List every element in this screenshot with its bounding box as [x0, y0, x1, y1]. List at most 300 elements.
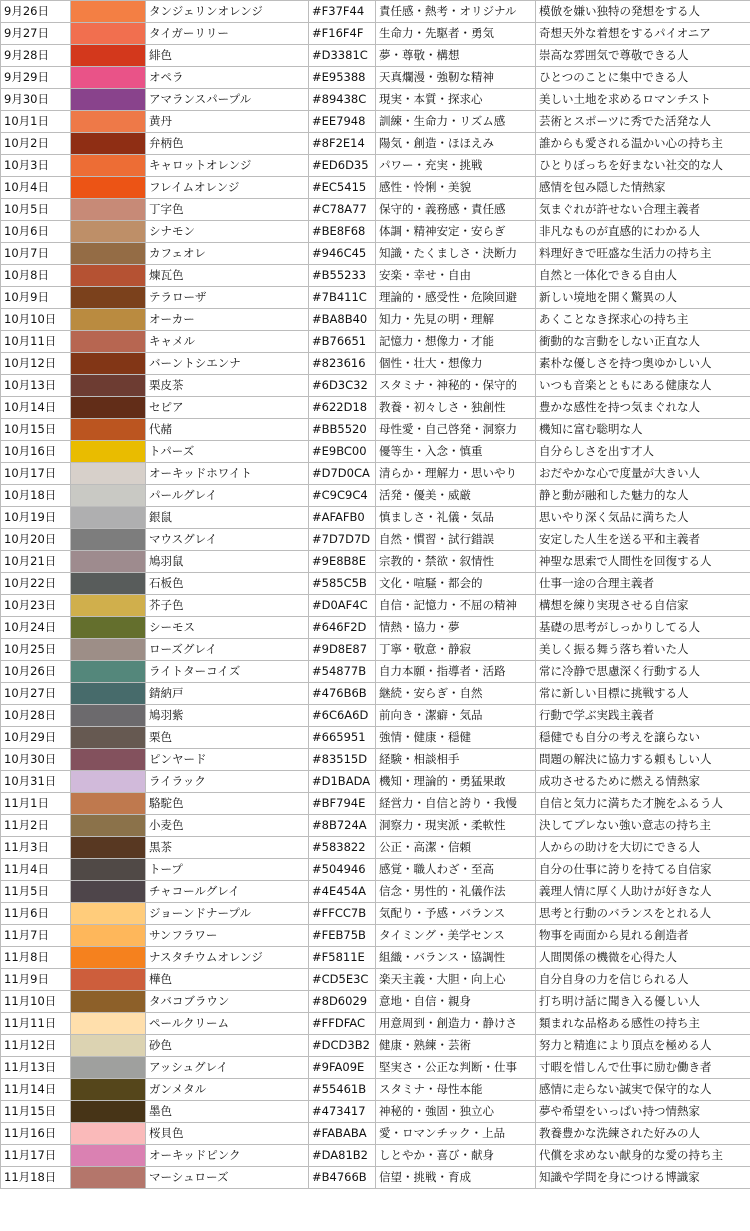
table-row: [1, 221, 750, 243]
keywords-cell: 理論的・感受性・危険回避: [376, 287, 536, 309]
description-cell: 非凡なものが直感的にわかる人: [536, 221, 750, 243]
description-cell: 誰からも愛される温かい心の持ち主: [536, 133, 750, 155]
color-name-cell: ジョーンドナープル: [146, 903, 309, 925]
table-row: [1, 881, 750, 903]
date-cell: 11月9日: [1, 969, 71, 991]
color-name-cell: 芥子色: [146, 595, 309, 617]
keywords-cell: 愛・ロマンチック・上品: [376, 1123, 536, 1145]
color-swatch: [71, 529, 146, 551]
color-name-cell: 銀鼠: [146, 507, 309, 529]
hex-code-cell: #504946: [309, 859, 376, 881]
keywords-cell: 前向き・潔癖・気品: [376, 705, 536, 727]
keywords-cell: 夢・尊敬・構想: [376, 45, 536, 67]
table-row: [1, 1057, 750, 1079]
color-swatch: [71, 375, 146, 397]
color-swatch: [71, 89, 146, 111]
color-name-cell: ガンメタル: [146, 1079, 309, 1101]
hex-code-cell: #B4766B: [309, 1167, 376, 1189]
date-cell: 11月2日: [1, 815, 71, 837]
description-cell: 神聖な思索で人間性を回復する人: [536, 551, 750, 573]
hex-code-cell: #476B6B: [309, 683, 376, 705]
color-swatch: [71, 683, 146, 705]
color-name-cell: 小麦色: [146, 815, 309, 837]
hex-code-cell: #BA8B40: [309, 309, 376, 331]
keywords-cell: 堅実さ・公正な判断・仕事: [376, 1057, 536, 1079]
color-swatch: [71, 551, 146, 573]
date-cell: 9月28日: [1, 45, 71, 67]
description-cell: 常に冷静で思慮深く行動する人: [536, 661, 750, 683]
keywords-cell: 洞察力・現実派・柔軟性: [376, 815, 536, 837]
color-name-cell: バーントシエンナ: [146, 353, 309, 375]
hex-code-cell: #89438C: [309, 89, 376, 111]
color-swatch: [71, 771, 146, 793]
hex-code-cell: #7B411C: [309, 287, 376, 309]
color-swatch: [71, 705, 146, 727]
keywords-cell: 感覚・職人わざ・至高: [376, 859, 536, 881]
date-cell: 11月3日: [1, 837, 71, 859]
color-name-cell: オーキッドホワイト: [146, 463, 309, 485]
color-name-cell: タイガーリリー: [146, 23, 309, 45]
keywords-cell: 感性・怜悧・美貌: [376, 177, 536, 199]
date-cell: 11月8日: [1, 947, 71, 969]
color-name-cell: ライトターコイズ: [146, 661, 309, 683]
description-cell: 機知に富む聡明な人: [536, 419, 750, 441]
table-row: [1, 265, 750, 287]
color-swatch: [71, 881, 146, 903]
color-name-cell: フレイムオレンジ: [146, 177, 309, 199]
color-name-cell: シナモン: [146, 221, 309, 243]
table-row: [1, 1, 750, 23]
description-cell: 寸暇を惜しんで仕事に励む働き者: [536, 1057, 750, 1079]
date-cell: 10月22日: [1, 573, 71, 595]
table-row: [1, 661, 750, 683]
description-cell: 人からの助けを大切にできる人: [536, 837, 750, 859]
description-cell: 行動で学ぶ実践主義者: [536, 705, 750, 727]
description-cell: 思いやり深く気品に満ちた人: [536, 507, 750, 529]
date-cell: 11月12日: [1, 1035, 71, 1057]
table-row: [1, 67, 750, 89]
date-cell: 11月10日: [1, 991, 71, 1013]
hex-code-cell: #E95388: [309, 67, 376, 89]
table-row: [1, 859, 750, 881]
hex-code-cell: #FFDFAC: [309, 1013, 376, 1035]
table-row: [1, 133, 750, 155]
color-swatch: [71, 1101, 146, 1123]
hex-code-cell: #BF794E: [309, 793, 376, 815]
color-name-cell: オペラ: [146, 67, 309, 89]
color-swatch: [71, 265, 146, 287]
description-cell: 芸術とスポーツに秀でた活発な人: [536, 111, 750, 133]
keywords-cell: 優等生・入念・慎重: [376, 441, 536, 463]
keywords-cell: スタミナ・母性本能: [376, 1079, 536, 1101]
color-name-cell: テラローザ: [146, 287, 309, 309]
description-cell: 感情を包み隠した情熱家: [536, 177, 750, 199]
hex-code-cell: #665951: [309, 727, 376, 749]
table-row: [1, 705, 750, 727]
description-cell: 自信と気力に満ちた才腕をふるう人: [536, 793, 750, 815]
table-row: [1, 485, 750, 507]
color-swatch: [71, 573, 146, 595]
description-cell: おだやかな心で度量が大きい人: [536, 463, 750, 485]
description-cell: 物事を両面から見れる創造者: [536, 925, 750, 947]
table-row: [1, 243, 750, 265]
date-cell: 10月21日: [1, 551, 71, 573]
date-cell: 10月4日: [1, 177, 71, 199]
table-row: [1, 727, 750, 749]
color-name-cell: サンフラワー: [146, 925, 309, 947]
description-cell: 自分の仕事に誇りを持てる自信家: [536, 859, 750, 881]
color-swatch: [71, 287, 146, 309]
hex-code-cell: #8F2E14: [309, 133, 376, 155]
color-name-cell: 鳩羽鼠: [146, 551, 309, 573]
description-cell: 感情に走らない誠実で保守的な人: [536, 1079, 750, 1101]
keywords-cell: 活発・優美・威厳: [376, 485, 536, 507]
color-name-cell: オーカー: [146, 309, 309, 331]
table-row: [1, 639, 750, 661]
hex-code-cell: #622D18: [309, 397, 376, 419]
table-row: [1, 23, 750, 45]
table-row: [1, 1079, 750, 1101]
color-swatch: [71, 815, 146, 837]
color-swatch: [71, 243, 146, 265]
description-cell: ひとつのことに集中できる人: [536, 67, 750, 89]
date-cell: 11月13日: [1, 1057, 71, 1079]
color-name-cell: タバコブラウン: [146, 991, 309, 1013]
hex-code-cell: #6C6A6D: [309, 705, 376, 727]
date-cell: 10月20日: [1, 529, 71, 551]
color-name-cell: 桜貝色: [146, 1123, 309, 1145]
keywords-cell: 自然・慣習・試行錯誤: [376, 529, 536, 551]
color-swatch: [71, 331, 146, 353]
color-name-cell: 錆納戸: [146, 683, 309, 705]
date-cell: 11月5日: [1, 881, 71, 903]
keywords-cell: 記憶力・想像力・才能: [376, 331, 536, 353]
date-cell: 10月25日: [1, 639, 71, 661]
hex-code-cell: #DCD3B2: [309, 1035, 376, 1057]
date-cell: 10月12日: [1, 353, 71, 375]
table-row: [1, 331, 750, 353]
keywords-cell: 経験・相談相手: [376, 749, 536, 771]
hex-code-cell: #8D6029: [309, 991, 376, 1013]
date-cell: 11月1日: [1, 793, 71, 815]
description-cell: 夢や希望をいっぱい持つ情熱家: [536, 1101, 750, 1123]
hex-code-cell: #B76651: [309, 331, 376, 353]
color-name-cell: チャコールグレイ: [146, 881, 309, 903]
date-cell: 10月14日: [1, 397, 71, 419]
hex-code-cell: #C78A77: [309, 199, 376, 221]
table-row: [1, 441, 750, 463]
hex-code-cell: #55461B: [309, 1079, 376, 1101]
date-cell: 11月16日: [1, 1123, 71, 1145]
date-cell: 9月30日: [1, 89, 71, 111]
color-name-cell: 煉瓦色: [146, 265, 309, 287]
hex-code-cell: #4E454A: [309, 881, 376, 903]
description-cell: 知識や学問を身につける博識家: [536, 1167, 750, 1189]
keywords-cell: 清らか・理解力・思いやり: [376, 463, 536, 485]
date-cell: 11月11日: [1, 1013, 71, 1035]
table-row: [1, 111, 750, 133]
color-swatch: [71, 1013, 146, 1035]
table-row: [1, 573, 750, 595]
keywords-cell: 意地・自信・親身: [376, 991, 536, 1013]
description-cell: 打ち明け話に聞き入る優しい人: [536, 991, 750, 1013]
color-name-cell: 栗皮茶: [146, 375, 309, 397]
table-row: [1, 595, 750, 617]
table-row: [1, 903, 750, 925]
description-cell: 自分らしさを出す才人: [536, 441, 750, 463]
color-swatch: [71, 793, 146, 815]
color-swatch: [71, 441, 146, 463]
description-cell: 模倣を嫌い独特の発想をする人: [536, 1, 750, 23]
hex-code-cell: #583822: [309, 837, 376, 859]
date-cell: 9月26日: [1, 1, 71, 23]
keywords-cell: 天真爛漫・強靭な精神: [376, 67, 536, 89]
keywords-cell: 組織・バランス・協調性: [376, 947, 536, 969]
keywords-cell: 個性・壮大・想像力: [376, 353, 536, 375]
hex-code-cell: #FEB75B: [309, 925, 376, 947]
keywords-cell: 母性愛・自己啓発・洞察力: [376, 419, 536, 441]
description-cell: 常に新しい目標に挑戦する人: [536, 683, 750, 705]
color-name-cell: タンジェリンオレンジ: [146, 1, 309, 23]
color-name-cell: シーモス: [146, 617, 309, 639]
description-cell: 美しく振る舞う落ち着いた人: [536, 639, 750, 661]
keywords-cell: 知力・先見の明・理解: [376, 309, 536, 331]
date-cell: 10月1日: [1, 111, 71, 133]
date-cell: 10月27日: [1, 683, 71, 705]
description-cell: 教養豊かな洗練された好みの人: [536, 1123, 750, 1145]
table-row: [1, 1101, 750, 1123]
keywords-cell: 気配り・予感・バランス: [376, 903, 536, 925]
table-row: [1, 45, 750, 67]
hex-code-cell: #9FA09E: [309, 1057, 376, 1079]
keywords-cell: 生命力・先駆者・勇気: [376, 23, 536, 45]
description-cell: 静と動が融和した魅力的な人: [536, 485, 750, 507]
table-row: [1, 793, 750, 815]
color-swatch: [71, 23, 146, 45]
date-cell: 10月8日: [1, 265, 71, 287]
hex-code-cell: #83515D: [309, 749, 376, 771]
description-cell: あくことなき探求心の持ち主: [536, 309, 750, 331]
description-cell: 素朴な優しさを持つ奥ゆかしい人: [536, 353, 750, 375]
color-swatch: [71, 1079, 146, 1101]
date-cell: 11月6日: [1, 903, 71, 925]
table-row: [1, 155, 750, 177]
color-name-cell: 栗色: [146, 727, 309, 749]
color-name-cell: 黄丹: [146, 111, 309, 133]
date-cell: 10月2日: [1, 133, 71, 155]
keywords-cell: 用意周到・創造力・静けさ: [376, 1013, 536, 1035]
date-cell: 10月23日: [1, 595, 71, 617]
table-row: [1, 925, 750, 947]
table-row: [1, 771, 750, 793]
hex-code-cell: #D1BADA: [309, 771, 376, 793]
color-swatch: [71, 199, 146, 221]
date-cell: 10月9日: [1, 287, 71, 309]
color-name-cell: トパーズ: [146, 441, 309, 463]
table-row: [1, 551, 750, 573]
color-swatch: [71, 595, 146, 617]
hex-code-cell: #FABABA: [309, 1123, 376, 1145]
hex-code-cell: #FFCC7B: [309, 903, 376, 925]
keywords-cell: 宗教的・禁欲・叙情性: [376, 551, 536, 573]
color-swatch: [71, 353, 146, 375]
hex-code-cell: #946C45: [309, 243, 376, 265]
date-cell: 11月15日: [1, 1101, 71, 1123]
date-cell: 11月14日: [1, 1079, 71, 1101]
table-row: [1, 353, 750, 375]
date-cell: 11月4日: [1, 859, 71, 881]
hex-code-cell: #473417: [309, 1101, 376, 1123]
table-row: [1, 947, 750, 969]
keywords-cell: 訓練・生命力・リズム感: [376, 111, 536, 133]
date-cell: 10月6日: [1, 221, 71, 243]
hex-code-cell: #EC5415: [309, 177, 376, 199]
color-name-cell: トープ: [146, 859, 309, 881]
description-cell: 仕事一途の合理主義者: [536, 573, 750, 595]
keywords-cell: 自信・記憶力・不屈の精神: [376, 595, 536, 617]
date-cell: 10月19日: [1, 507, 71, 529]
table-row: [1, 507, 750, 529]
color-swatch: [71, 463, 146, 485]
color-swatch: [71, 133, 146, 155]
color-name-cell: 丁字色: [146, 199, 309, 221]
date-cell: 11月18日: [1, 1167, 71, 1189]
description-cell: 決してブレない強い意志の持ち主: [536, 815, 750, 837]
color-swatch: [71, 969, 146, 991]
hex-code-cell: #646F2D: [309, 617, 376, 639]
color-swatch: [71, 309, 146, 331]
color-name-cell: 駱駝色: [146, 793, 309, 815]
description-cell: 崇高な雰囲気で尊敬できる人: [536, 45, 750, 67]
keywords-cell: タイミング・美学センス: [376, 925, 536, 947]
hex-code-cell: #CD5E3C: [309, 969, 376, 991]
hex-code-cell: #BB5520: [309, 419, 376, 441]
color-swatch: [71, 1123, 146, 1145]
keywords-cell: 健康・熟練・芸術: [376, 1035, 536, 1057]
color-name-cell: マウスグレイ: [146, 529, 309, 551]
keywords-cell: 保守的・義務感・責任感: [376, 199, 536, 221]
description-cell: 衝動的な言動をしない正直な人: [536, 331, 750, 353]
color-swatch: [71, 727, 146, 749]
color-name-cell: ピンヤード: [146, 749, 309, 771]
keywords-cell: 慎ましさ・礼儀・気品: [376, 507, 536, 529]
color-swatch: [71, 1057, 146, 1079]
table-row: [1, 683, 750, 705]
hex-code-cell: #823616: [309, 353, 376, 375]
table-row: [1, 749, 750, 771]
color-swatch: [71, 991, 146, 1013]
color-swatch: [71, 221, 146, 243]
date-cell: 10月29日: [1, 727, 71, 749]
hex-code-cell: #F5811E: [309, 947, 376, 969]
hex-code-cell: #D3381C: [309, 45, 376, 67]
hex-code-cell: #9D8E87: [309, 639, 376, 661]
color-name-cell: 緋色: [146, 45, 309, 67]
table-row: [1, 969, 750, 991]
hex-code-cell: #6D3C32: [309, 375, 376, 397]
date-cell: 10月28日: [1, 705, 71, 727]
color-swatch: [71, 507, 146, 529]
description-cell: 新しい境地を開く驚異の人: [536, 287, 750, 309]
color-swatch: [71, 177, 146, 199]
description-cell: 美しい土地を求めるロマンチスト: [536, 89, 750, 111]
color-swatch: [71, 1145, 146, 1167]
color-name-cell: 弁柄色: [146, 133, 309, 155]
color-name-cell: セピア: [146, 397, 309, 419]
date-cell: 10月31日: [1, 771, 71, 793]
color-name-cell: 黒茶: [146, 837, 309, 859]
color-swatch: [71, 837, 146, 859]
color-swatch: [71, 661, 146, 683]
table-row: [1, 1013, 750, 1035]
date-cell: 9月27日: [1, 23, 71, 45]
keywords-cell: 楽天主義・大胆・向上心: [376, 969, 536, 991]
description-cell: 安定した人生を送る平和主義者: [536, 529, 750, 551]
hex-code-cell: #D7D0CA: [309, 463, 376, 485]
keywords-cell: 体調・精神安定・安らぎ: [376, 221, 536, 243]
hex-code-cell: #ED6D35: [309, 155, 376, 177]
keywords-cell: 信望・挑戦・育成: [376, 1167, 536, 1189]
table-row: [1, 463, 750, 485]
description-cell: 豊かな感性を持つ気まぐれな人: [536, 397, 750, 419]
keywords-cell: 継続・安らぎ・自然: [376, 683, 536, 705]
keywords-cell: 神秘的・強固・独立心: [376, 1101, 536, 1123]
date-cell: 10月16日: [1, 441, 71, 463]
keywords-cell: スタミナ・神秘的・保守的: [376, 375, 536, 397]
date-cell: 10月3日: [1, 155, 71, 177]
hex-code-cell: #AFAFB0: [309, 507, 376, 529]
color-name-cell: アッシュグレイ: [146, 1057, 309, 1079]
table-row: [1, 1145, 750, 1167]
keywords-cell: 教養・初々しさ・独創性: [376, 397, 536, 419]
hex-code-cell: #8B724A: [309, 815, 376, 837]
color-swatch: [71, 1, 146, 23]
color-name-cell: ライラック: [146, 771, 309, 793]
color-swatch: [71, 925, 146, 947]
date-cell: 10月10日: [1, 309, 71, 331]
keywords-cell: 責任感・熱考・オリジナル: [376, 1, 536, 23]
keywords-cell: 公正・高潔・信頼: [376, 837, 536, 859]
table-row: [1, 177, 750, 199]
color-swatch: [71, 67, 146, 89]
date-cell: 10月15日: [1, 419, 71, 441]
description-cell: 人間関係の機微を心得た人: [536, 947, 750, 969]
hex-code-cell: #585C5B: [309, 573, 376, 595]
keywords-cell: 強情・健康・穏健: [376, 727, 536, 749]
color-swatch: [71, 617, 146, 639]
color-name-cell: 代赭: [146, 419, 309, 441]
date-cell: 10月13日: [1, 375, 71, 397]
keywords-cell: しとやか・喜び・献身: [376, 1145, 536, 1167]
description-cell: 奇想天外な着想をするパイオニア: [536, 23, 750, 45]
color-name-cell: 砂色: [146, 1035, 309, 1057]
color-name-cell: キャロットオレンジ: [146, 155, 309, 177]
hex-code-cell: #C9C9C4: [309, 485, 376, 507]
keywords-cell: 陽気・創造・ほほえみ: [376, 133, 536, 155]
table-body: [1, 1, 750, 1189]
description-cell: 義理人情に厚く人助けが好きな人: [536, 881, 750, 903]
color-name-cell: アマランスパープル: [146, 89, 309, 111]
description-cell: 基礎の思考がしっかりしてる人: [536, 617, 750, 639]
keywords-cell: 経営力・自信と誇り・我慢: [376, 793, 536, 815]
color-name-cell: カフェオレ: [146, 243, 309, 265]
color-name-cell: オーキッドピンク: [146, 1145, 309, 1167]
table-row: [1, 287, 750, 309]
color-name-cell: ナスタチウムオレンジ: [146, 947, 309, 969]
table-row: [1, 199, 750, 221]
table-row: [1, 991, 750, 1013]
table-row: [1, 617, 750, 639]
